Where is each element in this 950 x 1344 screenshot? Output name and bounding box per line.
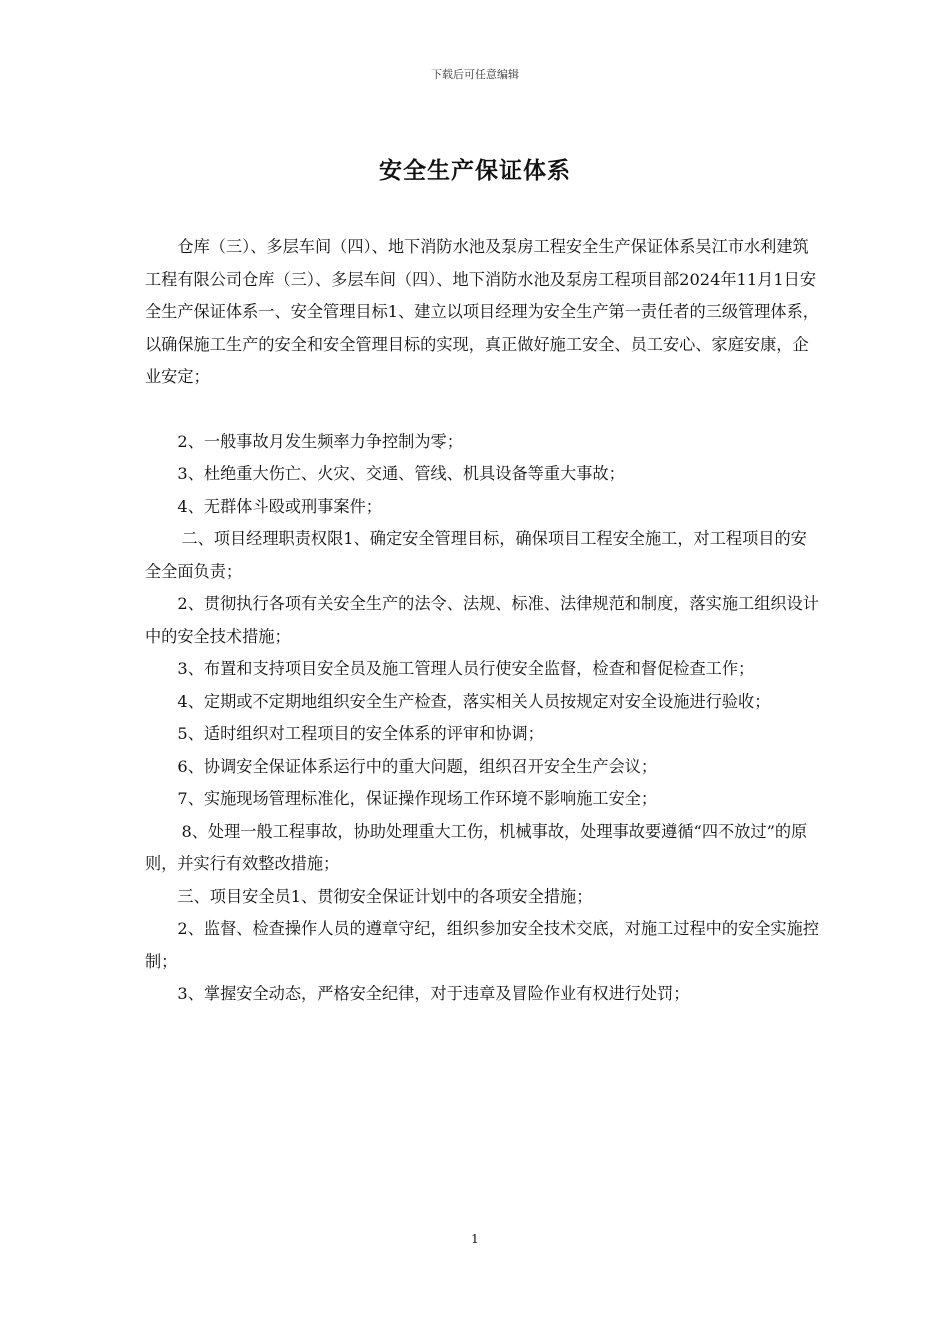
paragraph: 2、监督、检查操作人员的遵章守纪，组织参加安全技术交底，对施工过程中的安全实施控制； — [145, 919, 819, 971]
page-header: 下载后可任意编辑 — [431, 68, 519, 81]
document-body — [145, 231, 821, 1011]
paragraph: 5、适时组织对工程项目的安全体系的评审和协调； — [177, 724, 544, 743]
paragraph-section-3: 三、项目安全员1、贯彻安全保证计划中的各项安全措施； — [177, 886, 593, 906]
paragraph: 2、一般事故月发生频率力争控制为零； — [177, 431, 463, 451]
paragraph: 3、布置和支持项目安全员及施工管理人员行使安全监督，检查和督促检查工作； — [177, 659, 755, 678]
paragraph: 8、处理一般工程事故，协助处理重大工伤，机械事故，处理事故要遵循“四不放过”的原则，并实行有效整改措施； — [145, 821, 808, 873]
paragraph: 6、协调安全保证体系运行中的重大问题，组织召开安全生产会议； — [177, 756, 658, 776]
paragraph: 7、实施现场管理标准化，保证操作现场工作环境不影响施工安全； — [177, 789, 658, 808]
document-title: 安全生产保证体系 — [379, 157, 571, 184]
page-number: 1 — [471, 1232, 479, 1246]
paragraph: 3、掌握安全动态，严格安全纪律，对于违章及冒险作业有权进行处罚； — [177, 984, 690, 1003]
paragraph-intro: 仓库（三）、多层车间（四）、地下消防水池及泵房工程安全生产保证体系吴江市水利建筑工程有限公司仓库（三）、多层车间（四）、地下消防水池及泵房工程项目部2024年11月1日安全生产保证体系一、安全管理目标1、建立以项目经理为安全生产第一责任者的三级管理体系，以确保施工生产的安全和安全管理目标的实现，真正做好施工安全、员工安心、家庭安康，企业安定； — [145, 237, 819, 386]
paragraph: 3、杜绝重大伤亡、火灾、交通、管线、机具设备等重大事故； — [177, 464, 625, 483]
paragraph-section-2: 二、项目经理职责权限1、确定安全管理目标，确保项目工程安全施工，对工程项目的安全全面负责； — [145, 529, 807, 581]
paragraph: 2、贯彻执行各项有关安全生产的法令、法规、标准、法律规范和制度，落实施工组织设计中的安全技术措施； — [145, 594, 819, 646]
paragraph: 4、定期或不定期地组织安全生产检查，落实相关人员按规定对安全设施进行验收； — [177, 691, 771, 711]
paragraph: 4、无群体斗殴或刑事案件； — [177, 496, 382, 516]
